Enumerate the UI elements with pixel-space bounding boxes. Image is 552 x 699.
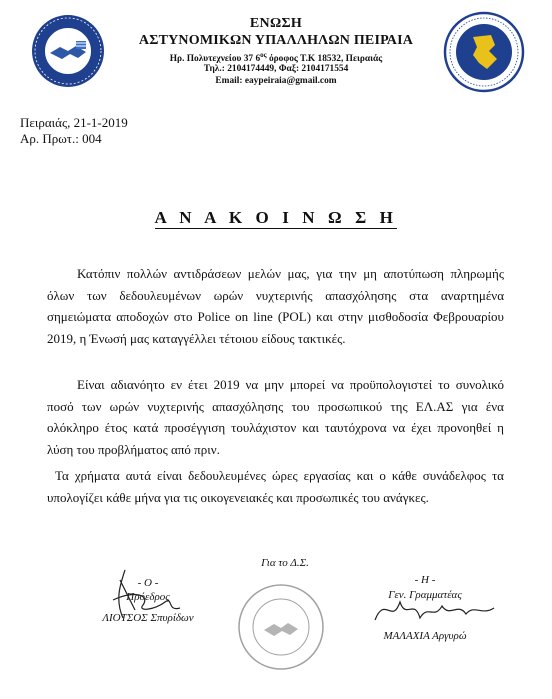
org-email: Email: eaypeiraia@gmail.com — [215, 76, 337, 86]
paragraph-2: Είναι αδιανόητο εν έτει 2019 να μην μπορεί να προϋπολογιστεί το συνολικό ποσό των ωρών νυχτερινής απασχόλησης του προσωπικού της ΕΛ.ΑΣ για ένα ολόκληρο έτος κατά προσέγγιση τουλάχιστον και ταυτόχρονα να έχει προνοηθεί η λύση του προβλήματος από πριν. — [47, 377, 504, 457]
president-article: - Ο - — [137, 577, 159, 589]
president-signature-icon — [95, 560, 215, 630]
union-logo-icon — [30, 13, 106, 89]
president-name: ΛΙΟΤΣΟΣ Σπυρίδων — [102, 612, 194, 624]
org-address: Ηρ. Πολυτεχνείου 37 $6^{o\varsigma}$ όροφος Τ.Κ 18532, Πειραιάς — [169, 51, 383, 65]
secretary-name: ΜΑΛΑΧΙΑ Αργυρώ — [383, 630, 467, 642]
org-phones: Τηλ.: 2104174449, Φαξ: 2104171554 — [203, 64, 349, 74]
document-title: Α Ν Α Κ Ο Ι Ν Ω Σ Η — [154, 208, 398, 227]
secretary-role: Γεν. Γραμματέας — [388, 589, 462, 601]
secretary-article: - Η - — [414, 574, 436, 586]
secretary-signature-icon — [370, 590, 500, 630]
board-label: Για το Δ.Σ. — [261, 557, 309, 569]
org-name-line2: ΑΣΤΥΝΟΜΙΚΩΝ ΥΠΑΛΛΗΛΩΝ ΠΕΙΡΑΙΑ — [138, 33, 414, 48]
protocol-number: Αρ. Πρωτ.: 004 — [20, 131, 102, 146]
paragraph-1: Κατόπιν πολλών αντιδράσεων μελών μας, για την μη αποτύπωση πληρωμής όλων των δεδουλευμένων ωρών νυχτερινής απασχόλησης στα αναρτημένα σημειώματα αποδοχών στο Police on line (POL) και στην μισθοδοσία Φεβρουαρίου 2019, η Ένωσή μας καταγγέλλει τέτοιου είδους τακτικές. — [47, 266, 504, 346]
union-stamp-icon — [236, 582, 326, 672]
federation-logo-icon — [443, 11, 525, 93]
president-role: Πρόεδρος — [126, 591, 170, 603]
place-date: Πειραιάς, 21-1-2019 — [20, 115, 128, 130]
paragraph-3: Τα χρήματα αυτά είναι δεδουλευμένες ώρες εργασίας και ο κάθε συνάδελφος τα υπολογίζει κάθε μήνα για τις οικογενειακές και προσωπικές του ανάγκες. — [47, 468, 504, 505]
org-name-line1: ΕΝΩΣΗ — [249, 16, 303, 31]
